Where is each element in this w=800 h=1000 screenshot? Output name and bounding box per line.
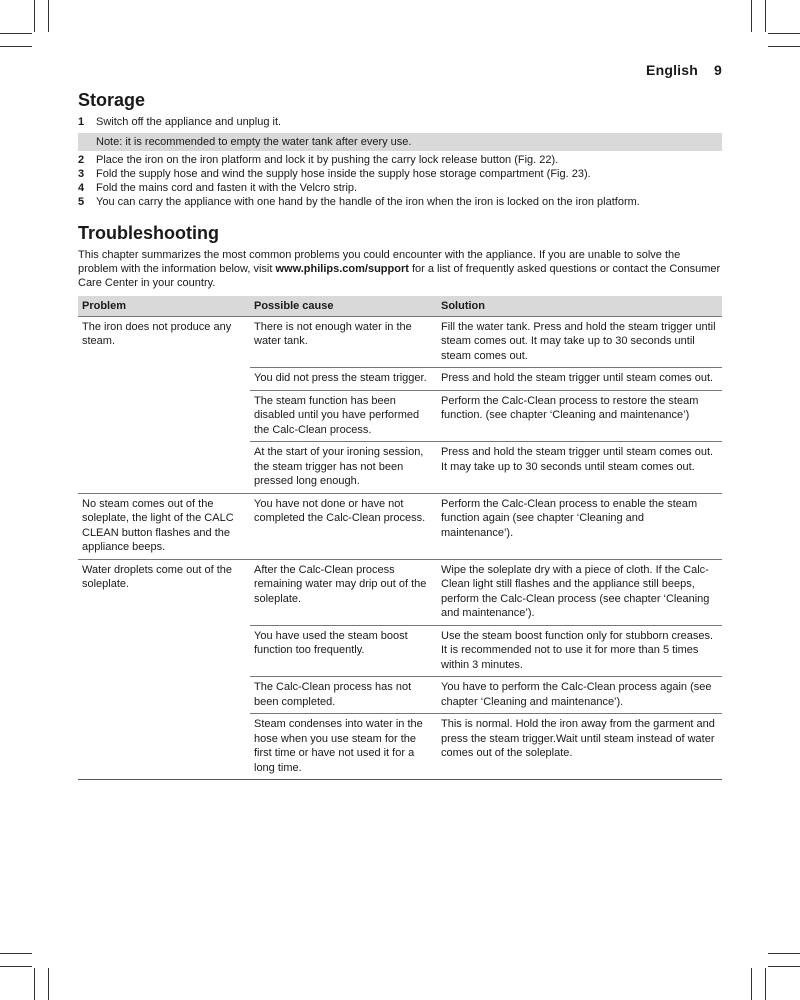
troubleshooting-table: [78, 296, 722, 780]
table-row: [78, 625, 722, 677]
step-text: Fold the mains cord and fasten it with the Velcro strip.: [96, 182, 358, 194]
storage-step: [78, 153, 722, 167]
crop-mark: [48, 968, 49, 1000]
step-number: 5: [78, 196, 85, 208]
problem-cell: [78, 677, 250, 714]
step-number: 1: [78, 116, 85, 128]
storage-steps-continued: [78, 153, 722, 209]
page-content: [78, 90, 722, 780]
storage-step: [78, 181, 722, 195]
crop-mark: [765, 0, 766, 32]
table-row: [78, 714, 722, 780]
table-row: [78, 368, 722, 391]
table-row: [78, 559, 722, 625]
crop-mark: [768, 46, 800, 47]
step-text: Switch off the appliance and unplug it.: [96, 116, 282, 128]
header-problem: Problem: [78, 296, 250, 316]
crop-mark: [0, 46, 32, 47]
header-language: English: [646, 62, 698, 78]
storage-step: [78, 167, 722, 181]
problem-cell: Water droplets come out of the soleplate.: [78, 559, 250, 625]
crop-mark: [751, 968, 752, 1000]
cause-cell: You have not done or have not completed the Calc-Clean process.: [250, 493, 437, 559]
storage-steps: [78, 115, 722, 129]
table-row: [78, 677, 722, 714]
problem-cell: [78, 625, 250, 677]
storage-step: [78, 195, 722, 209]
cause-cell: The Calc-Clean process has not been completed.: [250, 677, 437, 714]
problem-cell: The iron does not produce any steam.: [78, 316, 250, 368]
crop-mark: [765, 968, 766, 1000]
solution-cell: Wipe the soleplate dry with a piece of cloth. If the Calc-Clean light still flashes and the appliance still beeps, perform the Calc-Clean process (see chapter ‘Cleaning and maintenance’).: [437, 559, 722, 625]
support-link[interactable]: www.philips.com/support: [275, 263, 409, 275]
crop-mark: [768, 966, 800, 967]
cause-cell: There is not enough water in the water tank.: [250, 316, 437, 368]
storage-title: Storage: [78, 90, 146, 110]
cause-cell: You have used the steam boost function too frequently.: [250, 625, 437, 677]
cause-cell: After the Calc-Clean process remaining water may drip out of the soleplate.: [250, 559, 437, 625]
crop-mark: [768, 33, 800, 34]
problem-cell: [78, 442, 250, 494]
solution-cell: Perform the Calc-Clean process to restore the steam function. (see chapter ‘Cleaning and maintenance’): [437, 390, 722, 442]
page-header: [646, 62, 722, 78]
problem-cell: [78, 714, 250, 780]
table-row: [78, 442, 722, 494]
header-solution: Solution: [437, 296, 722, 316]
crop-mark: [34, 0, 35, 32]
cause-cell: You did not press the steam trigger.: [250, 368, 437, 391]
problem-cell: [78, 390, 250, 442]
crop-mark: [768, 953, 800, 954]
storage-note: Note: it is recommended to empty the water tank after every use.: [78, 133, 722, 151]
solution-cell: Use the steam boost function only for stubborn creases. It is recommended not to use it for more than 5 times within 3 minutes.: [437, 625, 722, 677]
solution-cell: You have to perform the Calc-Clean process again (see chapter ‘Cleaning and maintenance’).: [437, 677, 722, 714]
cause-cell: Steam condenses into water in the hose when you use steam for the first time or have not used it for a long time.: [250, 714, 437, 780]
solution-cell: Press and hold the steam trigger until steam comes out.: [437, 368, 722, 391]
table-row: [78, 316, 722, 368]
solution-cell: Fill the water tank. Press and hold the steam trigger until steam comes out. It may take up to 30 seconds until steam comes out.: [437, 316, 722, 368]
page-number: 9: [714, 62, 722, 78]
problem-cell: No steam comes out of the soleplate, the light of the CALC CLEAN button flashes and the appliance beeps.: [78, 493, 250, 559]
step-text: You can carry the appliance with one hand by the handle of the iron when the iron is locked on the iron platform.: [96, 196, 640, 208]
crop-mark: [48, 0, 49, 32]
solution-cell: Press and hold the steam trigger until steam comes out. It may take up to 30 seconds until steam comes out.: [437, 442, 722, 494]
problem-cell: [78, 368, 250, 391]
solution-cell: Perform the Calc-Clean process to enable the steam function again (see chapter ‘Cleaning and maintenance’).: [437, 493, 722, 559]
step-number: 3: [78, 168, 85, 180]
troubleshooting-intro: [78, 248, 722, 290]
crop-mark: [0, 966, 32, 967]
crop-mark: [0, 33, 32, 34]
solution-cell: This is normal. Hold the iron away from the garment and press the steam trigger.Wait until steam instead of water comes out of the soleplate.: [437, 714, 722, 780]
intro-text: This chapter summarizes the most common problems you could encounter with the appliance. If you are unable to solve the problem with the information below, visit: [78, 249, 681, 275]
table-header-row: [78, 296, 722, 316]
table-row: [78, 493, 722, 559]
step-text: Place the iron on the iron platform and lock it by pushing the carry lock release button (Fig. 22).: [96, 154, 559, 166]
step-number: 2: [78, 154, 85, 166]
table-row: [78, 390, 722, 442]
cause-cell: At the start of your ironing session, the steam trigger has not been pressed long enough.: [250, 442, 437, 494]
step-text: Fold the supply hose and wind the supply hose inside the supply hose storage compartment (Fig. 23).: [96, 168, 591, 180]
crop-mark: [0, 953, 32, 954]
troubleshooting-title: Troubleshooting: [78, 223, 219, 243]
step-number: 4: [78, 182, 85, 194]
cause-cell: The steam function has been disabled until you have performed the Calc-Clean process.: [250, 390, 437, 442]
storage-step: [78, 115, 722, 129]
header-cause: Possible cause: [250, 296, 437, 316]
crop-mark: [751, 0, 752, 32]
crop-mark: [34, 968, 35, 1000]
intro-text-continued: for a list of frequently asked questions or contact the Consumer Care Center in your country.: [78, 263, 721, 289]
